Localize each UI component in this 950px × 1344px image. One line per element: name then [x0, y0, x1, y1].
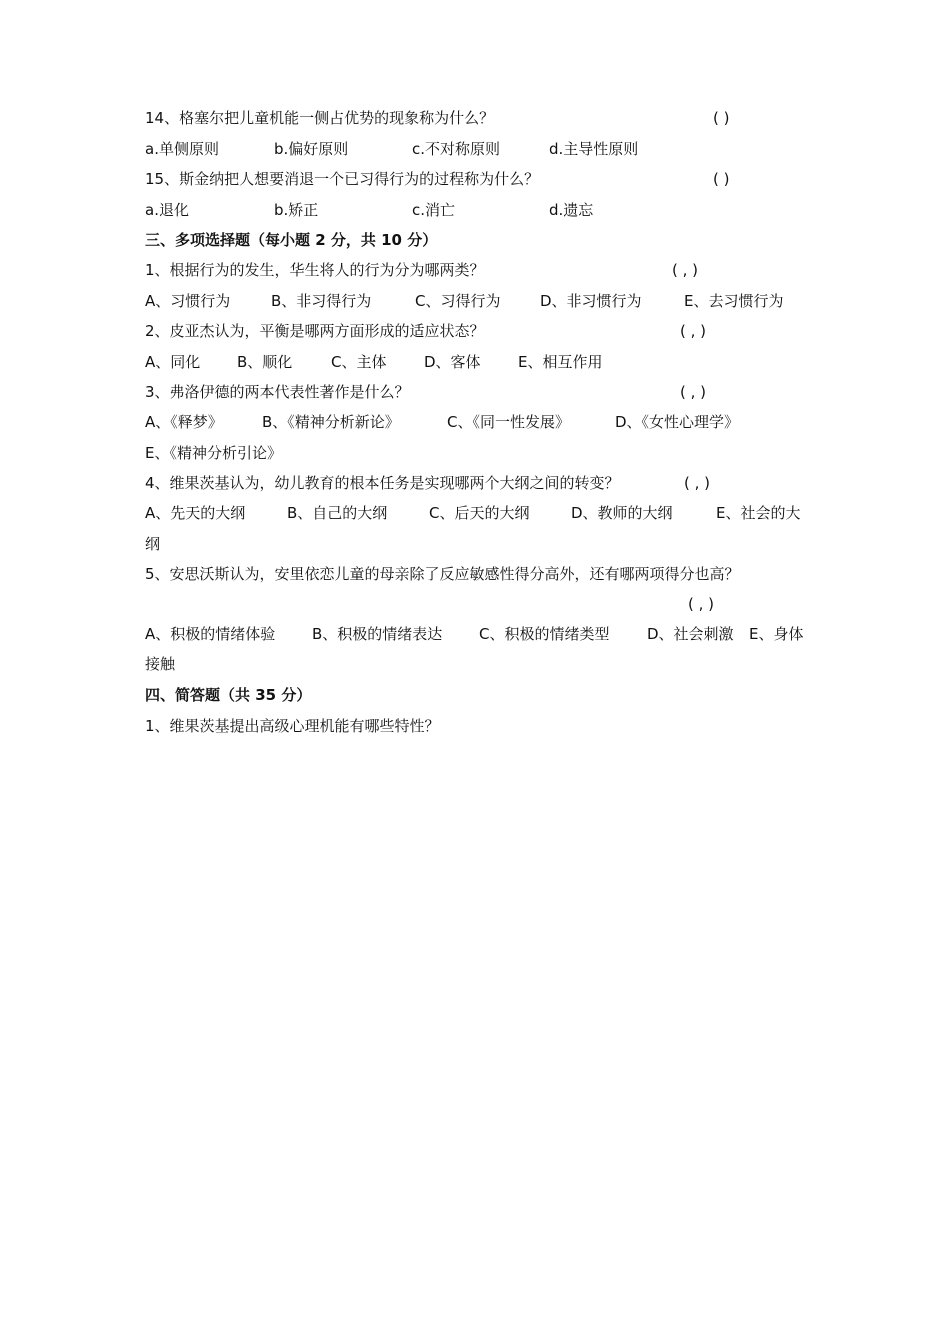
option-a: A、习惯行为 — [145, 292, 231, 310]
option-e: E、相互作用 — [518, 353, 603, 371]
option-c: C、积极的情绪类型 — [479, 625, 610, 643]
option-a: A、先天的大纲 — [145, 504, 246, 522]
option-a: A、积极的情绪体验 — [145, 625, 276, 643]
option-c: C、《同一性发展》 — [447, 413, 570, 431]
mc-question-1-answer-blank: ( , ) — [672, 261, 699, 279]
mc-question-5-option-e-wrap: 接触 — [145, 655, 176, 673]
option-b: B、《精神分析新论》 — [262, 413, 400, 431]
option-b: B、自己的大纲 — [287, 504, 388, 522]
option-a: A、同化 — [145, 353, 201, 371]
question-15-stem: 15、斯金纳把人想要消退一个已习得行为的过程称为什么？ — [145, 170, 540, 188]
option-d: d.遗忘 — [549, 201, 594, 219]
mc-question-4-option-e-wrap: 纲 — [145, 535, 161, 553]
option-d: D、教师的大纲 — [571, 504, 673, 522]
mc-question-3-stem: 3、弗洛伊德的两本代表性著作是什么？ — [145, 383, 410, 401]
mc-question-5-stem: 5、安思沃斯认为，安里依恋儿童的母亲除了反应敏感性得分高外，还有哪两项得分也高？ — [145, 565, 740, 583]
section-3-title: 三、多项选择题（每小题 2 分，共 10 分） — [145, 231, 438, 249]
option-b: B、积极的情绪表达 — [312, 625, 443, 643]
option-b: B、非习得行为 — [271, 292, 372, 310]
option-d: D、客体 — [424, 353, 481, 371]
section-4-title: 四、简答题（共 35 分） — [145, 686, 312, 704]
mc-question-4-stem: 4、维果茨基认为，幼儿教育的根本任务是实现哪两个大纲之间的转变？ — [145, 474, 620, 492]
option-e: E、去习惯行为 — [684, 292, 784, 310]
option-d: D、《女性心理学》 — [615, 413, 740, 431]
option-a: A、《释梦》 — [145, 413, 223, 431]
option-d: D、非习惯行为 — [540, 292, 642, 310]
option-d: D、社会刺激 — [647, 625, 734, 643]
mc-question-1-stem: 1、根据行为的发生，华生将人的行为分为哪两类？ — [145, 261, 485, 279]
option-c: C、主体 — [331, 353, 387, 371]
mc-question-3-option-e: E、《精神分析引论》 — [145, 444, 282, 462]
mc-question-3-answer-blank: ( , ) — [680, 383, 707, 401]
mc-question-5-answer-blank: ( , ) — [688, 595, 715, 613]
option-b: B、顺化 — [237, 353, 293, 371]
short-answer-question-1: 1、维果茨基提出高级心理机能有哪些特性？ — [145, 717, 440, 735]
question-15 — [145, 164, 539, 194]
question-15-answer-blank: ( ) — [713, 170, 730, 188]
option-a: a.单侧原则 — [145, 140, 219, 158]
mc-question-4-answer-blank: ( , ) — [684, 474, 711, 492]
option-c: c.不对称原则 — [412, 140, 501, 158]
option-e: E、社会的大 — [716, 504, 801, 522]
mc-question-2-stem: 2、皮亚杰认为，平衡是哪两方面形成的适应状态？ — [145, 322, 485, 340]
option-b: b.偏好原则 — [274, 140, 349, 158]
question-14-answer-blank: ( ) — [713, 109, 730, 127]
question-14 — [145, 103, 494, 133]
option-a: a.退化 — [145, 201, 189, 219]
option-c: C、后天的大纲 — [429, 504, 530, 522]
option-c: C、习得行为 — [415, 292, 501, 310]
option-c: c.消亡 — [412, 201, 456, 219]
option-b: b.矫正 — [274, 201, 319, 219]
option-d: d.主导性原则 — [549, 140, 639, 158]
option-e: E、身体 — [749, 625, 804, 643]
question-14-stem: 14、格塞尔把儿童机能一侧占优势的现象称为什么？ — [145, 109, 495, 127]
mc-question-2-answer-blank: ( , ) — [680, 322, 707, 340]
